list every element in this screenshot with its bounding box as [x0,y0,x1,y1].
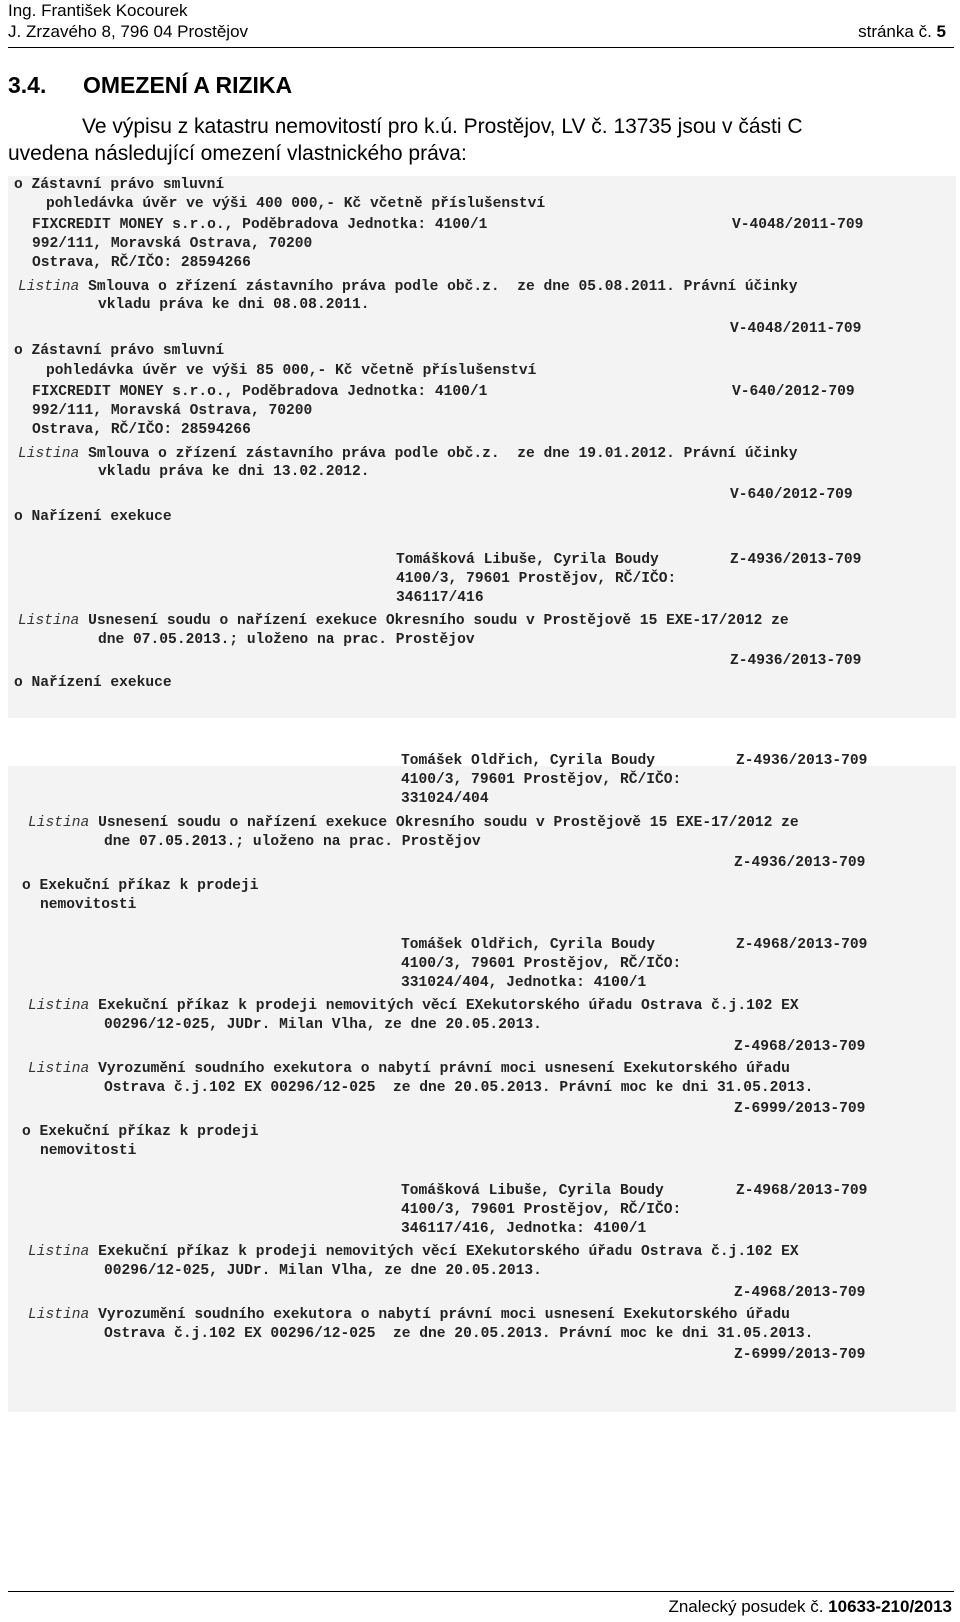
page-label: stránka č. [858,22,932,41]
list-item: o Nařízení exekuce [14,675,172,691]
entry-reference: Z-4936/2013-709 [730,653,862,669]
entry-text: dne 07.05.2013.; uloženo na prac. Prostějov [104,834,481,850]
entry-text: 331024/404 [401,791,489,807]
entry-reference: V-4048/2011-709 [732,217,864,233]
entry-text: Tomášek Oldřich, Cyrila Boudy [401,937,655,953]
footer-label: Znalecký posudek č. [668,1597,824,1616]
entry-text: 331024/404, Jednotka: 4100/1 [401,975,647,991]
list-item: o Zástavní právo smluvní [14,177,225,193]
entry-text: 00296/12-025, JUDr. Milan Vlha, ze dne 20.05.2013. [104,1017,542,1033]
listina-line: Listina Usnesení soudu o nařízení exekuce Okresního soudu v Prostějově 15 EXE-17/2012 ze [28,815,799,831]
entry-text: Tomášková Libuše, Cyrila Boudy [401,1183,664,1199]
listina-line: Listina Smlouva o zřízení zástavního práva podle obč.z. ze dne 05.08.2011. Právní účinky [18,279,798,295]
cadastre-scan-2 [8,753,956,1412]
entry-text: Ostrava č.j.102 EX 00296/12-025 ze dne 20.05.2013. Právní moc ke dni 31.05.2013. [104,1326,814,1342]
entry-text: Ostrava, RČ/IČO: 28594266 [32,255,251,271]
author-name: Ing. František Kocourek [8,1,188,20]
entry-reference: Z-6999/2013-709 [734,1347,866,1363]
section-number: 3.4. [8,72,47,98]
entry-text: 00296/12-025, JUDr. Milan Vlha, ze dne 20.05.2013. [104,1263,542,1279]
intro-line-2: uvedena následující omezení vlastnického práva: [8,142,467,165]
entry-text: 4100/3, 79601 Prostějov, RČ/IČO: [401,1202,682,1218]
entry-reference: Z-4968/2013-709 [734,1039,866,1055]
listina-line: Listina Vyrozumění soudního exekutora o nabytí právní moci usnesení Exekutorského úřadu [28,1307,790,1323]
entry-reference: Z-4936/2013-709 [730,552,862,568]
entry-reference: Z-4968/2013-709 [736,937,868,953]
listina-line: Listina Smlouva o zřízení zástavního práva podle obč.z. ze dne 19.01.2012. Právní účinky [18,446,798,462]
entry-text: 992/111, Moravská Ostrava, 70200 [32,403,313,419]
page-indicator [858,21,946,42]
list-item: o Zástavní právo smluvní [14,343,225,359]
entry-text: dne 07.05.2013.; uloženo na prac. Prostějov [98,632,475,648]
page-header [8,0,954,42]
entry-text: nemovitosti [40,897,137,913]
list-item: o Exekuční příkaz k prodeji [22,878,259,894]
entry-text: FIXCREDIT MONEY s.r.o., Poděbradova Jednotka: 4100/1 [32,217,488,233]
footer-divider [8,1591,954,1592]
entry-text: FIXCREDIT MONEY s.r.o., Poděbradova Jednotka: 4100/1 [32,384,488,400]
listina-line: Listina Exekuční příkaz k prodeji nemovitých věcí EXekutorského úřadu Ostrava č.j.102 EX [28,998,799,1014]
entry-reference: Z-4936/2013-709 [736,753,868,769]
section-heading [8,72,292,99]
entry-reference: V-640/2012-709 [730,487,853,503]
entry-text: Ostrava č.j.102 EX 00296/12-025 ze dne 20.05.2013. Právní moc ke dni 31.05.2013. [104,1080,814,1096]
entry-text: 4100/3, 79601 Prostějov, RČ/IČO: [396,571,677,587]
list-item: o Exekuční příkaz k prodeji [22,1124,259,1140]
entry-text: 992/111, Moravská Ostrava, 70200 [32,236,313,252]
page-footer [668,1597,952,1617]
listina-line: Listina Exekuční příkaz k prodeji nemovitých věcí EXekutorského úřadu Ostrava č.j.102 EX [28,1244,799,1260]
entry-reference: V-4048/2011-709 [730,321,862,337]
list-item: o Nařízení exekuce [14,509,172,525]
entry-reference: Z-6999/2013-709 [734,1101,866,1117]
entry-text: Ostrava, RČ/IČO: 28594266 [32,422,251,438]
entry-text: Tomášek Oldřich, Cyrila Boudy [401,753,655,769]
entry-text: pohledávka úvěr ve výši 85 000,- Kč včetně příslušenství [46,363,537,379]
listina-line: Listina Usnesení soudu o nařízení exekuce Okresního soudu v Prostějově 15 EXE-17/2012 ze [18,613,789,629]
entry-text: 4100/3, 79601 Prostějov, RČ/IČO: [401,956,682,972]
entry-reference: Z-4936/2013-709 [734,855,866,871]
entry-reference: Z-4968/2013-709 [734,1285,866,1301]
page-number: 5 [936,22,946,41]
entry-text: Tomášková Libuše, Cyrila Boudy [396,552,659,568]
cadastre-scan-1 [8,176,956,718]
intro-line-1: Ve výpisu z katastru nemovitostí pro k.ú. Prostějov, LV č. 13735 jsou v části C [82,115,803,138]
report-number: 10633-210/2013 [828,1597,952,1616]
entry-text: 346117/416 [396,590,484,606]
author-address: J. Zrzavého 8, 796 04 Prostějov [8,22,249,41]
listina-line: Listina Vyrozumění soudního exekutora o nabytí právní moci usnesení Exekutorského úřadu [28,1061,790,1077]
entry-reference: Z-4968/2013-709 [736,1183,868,1199]
entry-text: nemovitosti [40,1143,137,1159]
entry-text: pohledávka úvěr ve výši 400 000,- Kč včetně příslušenství [46,196,546,212]
entry-text: vkladu práva ke dni 13.02.2012. [98,464,370,480]
entry-text: 346117/416, Jednotka: 4100/1 [401,1221,647,1237]
entry-text: vkladu práva ke dni 08.08.2011. [98,297,370,313]
intro-paragraph [8,113,954,167]
section-title: OMEZENÍ A RIZIKA [83,72,293,98]
header-divider [8,47,954,48]
entry-text: 4100/3, 79601 Prostějov, RČ/IČO: [401,772,682,788]
entry-reference: V-640/2012-709 [732,384,855,400]
